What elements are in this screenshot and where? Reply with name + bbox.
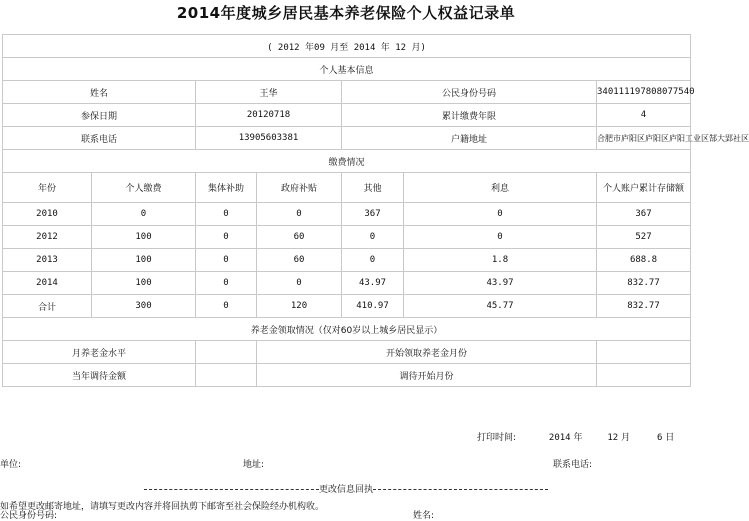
table-cell: 2013 <box>3 249 92 272</box>
table-cell: 0 <box>92 203 196 226</box>
print-time <box>477 430 674 443</box>
col-header-other: 其他 <box>342 173 404 203</box>
dash-left <box>144 489 319 490</box>
pension-heading: 养老金领取情况（仅对60岁以上城乡居民显示） <box>3 318 691 341</box>
table-cell: 0 <box>404 226 597 249</box>
unit-label: 单位: <box>0 460 22 470</box>
adjust-start-label: 调待开始月份 <box>257 364 597 387</box>
pension-start-label: 开始领取养老金月份 <box>257 341 597 364</box>
receipt-title: 更改信息回执 <box>318 485 373 495</box>
total-label: 合计 <box>3 295 92 318</box>
name-value: 王华 <box>196 81 342 104</box>
print-day-unit: 日 <box>665 433 675 443</box>
table-cell: 0 <box>196 272 257 295</box>
table-cell: 410.97 <box>342 295 404 318</box>
table-cell: 2010 <box>3 203 92 226</box>
id-value: 340111197808077540 <box>597 81 691 104</box>
table-cell: 60 <box>257 226 342 249</box>
table-cell: 0 <box>342 249 404 272</box>
phone-value: 13905603381 <box>196 127 342 150</box>
col-header-personal: 个人缴费 <box>92 173 196 203</box>
hukou-label: 户籍地址 <box>342 127 597 150</box>
table-cell: 45.77 <box>404 295 597 318</box>
table-cell: 0 <box>196 203 257 226</box>
table-cell: 0 <box>196 295 257 318</box>
receipt-note: 如希望更改邮寄地址，请填写更改内容并将回执剪下邮寄至社会保险经办机构收。 <box>0 502 325 512</box>
table-cell: 688.8 <box>597 249 691 272</box>
print-month-unit: 月 <box>621 433 631 443</box>
phone-label: 联系电话 <box>3 127 196 150</box>
years-value: 4 <box>597 104 691 127</box>
print-time-label: 打印时间: <box>477 433 517 443</box>
enroll-date-label: 参保日期 <box>3 104 196 127</box>
col-header-year: 年份 <box>3 173 92 203</box>
receipt-id-label: 公民身份号码: <box>0 511 58 521</box>
record-table <box>2 34 749 387</box>
adjust-start-value <box>597 364 691 387</box>
col-header-government: 政府补贴 <box>257 173 342 203</box>
dash-right <box>373 489 548 490</box>
payments-heading: 缴费情况 <box>3 150 691 173</box>
table-cell: 0 <box>257 203 342 226</box>
monthly-pension-label: 月养老金水平 <box>3 341 196 364</box>
years-label: 累计缴费年限 <box>342 104 597 127</box>
receipt-divider <box>132 482 560 494</box>
receipt-name-label: 姓名: <box>413 511 435 521</box>
table-cell: 100 <box>92 226 196 249</box>
print-year: 2014 <box>548 433 571 443</box>
basic-info-heading: 个人基本信息 <box>3 58 691 81</box>
table-cell: 527 <box>597 226 691 249</box>
table-cell: 0 <box>196 249 257 272</box>
table-cell: 2012 <box>3 226 92 249</box>
print-year-unit: 年 <box>573 433 583 443</box>
pension-start-value <box>597 341 691 364</box>
table-cell: 0 <box>342 226 404 249</box>
document-title: 2014年度城乡居民基本养老保险个人权益记录单 <box>176 4 516 22</box>
monthly-pension-value <box>196 341 257 364</box>
period-range: ( 2012 年09 月至 2014 年 12 月) <box>3 35 691 58</box>
table-cell: 43.97 <box>342 272 404 295</box>
table-cell: 100 <box>92 249 196 272</box>
contact-phone-label: 联系电话: <box>553 460 593 470</box>
col-header-interest: 利息 <box>404 173 597 203</box>
table-cell: 0 <box>257 272 342 295</box>
col-header-balance: 个人账户累计存储额 <box>597 173 691 203</box>
table-cell: 300 <box>92 295 196 318</box>
id-label: 公民身份号码 <box>342 81 597 104</box>
table-cell: 100 <box>92 272 196 295</box>
table-cell: 0 <box>196 226 257 249</box>
enroll-date-value: 20120718 <box>196 104 342 127</box>
adjust-amount-label: 当年调待金额 <box>3 364 196 387</box>
table-cell: 120 <box>257 295 342 318</box>
table-cell: 60 <box>257 249 342 272</box>
table-cell: 832.77 <box>597 295 691 318</box>
print-month: 12 <box>607 433 619 443</box>
adjust-amount-value <box>196 364 257 387</box>
print-day: 6 <box>656 433 663 443</box>
col-header-collective: 集体补助 <box>196 173 257 203</box>
hukou-value: 合肥市庐阳区庐阳区庐阳工业区郜大郢社区 <box>597 127 691 150</box>
table-cell: 367 <box>597 203 691 226</box>
table-cell: 1.8 <box>404 249 597 272</box>
table-cell: 832.77 <box>597 272 691 295</box>
table-cell: 43.97 <box>404 272 597 295</box>
table-cell: 2014 <box>3 272 92 295</box>
address-label: 地址: <box>243 460 265 470</box>
table-cell: 367 <box>342 203 404 226</box>
name-label: 姓名 <box>3 81 196 104</box>
table-cell: 0 <box>404 203 597 226</box>
